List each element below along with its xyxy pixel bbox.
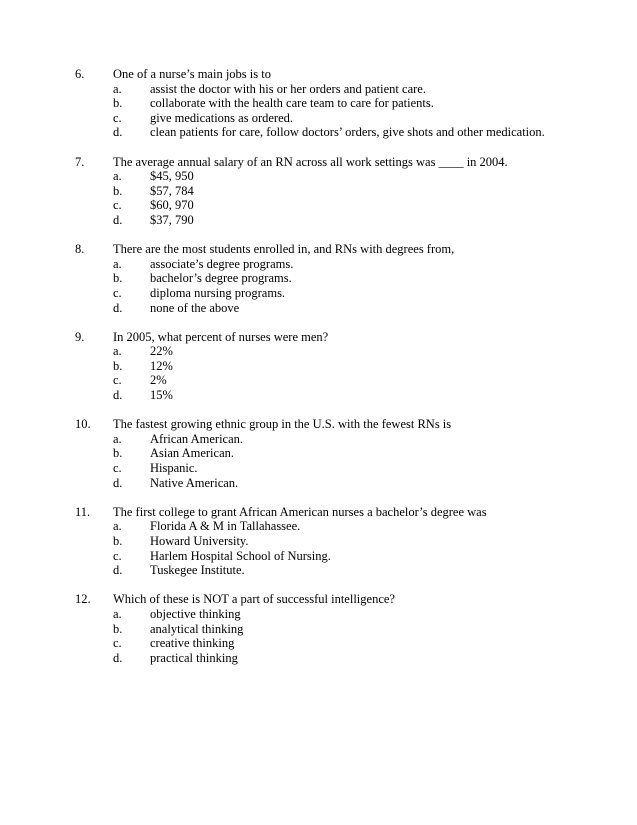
option-text: Tuskegee Institute. [150, 563, 245, 578]
option-text: Howard University. [150, 534, 249, 548]
question-line [75, 505, 592, 520]
question-text: One of a nurse’s main jobs is to [113, 67, 271, 81]
question-number: 8. [75, 242, 85, 257]
option-letter: c. [113, 548, 122, 563]
option-text: analytical thinking [150, 621, 244, 636]
option-letter: d. [113, 388, 123, 403]
option-letter: c. [113, 461, 122, 476]
answer-option [75, 169, 592, 184]
answer-option [75, 344, 592, 359]
option-text: $37, 790 [150, 212, 194, 227]
option-text: African American. [150, 431, 244, 446]
question-block [75, 330, 592, 403]
option-text: creative thinking [150, 636, 235, 651]
option-letter: d. [113, 212, 123, 227]
question-line [75, 67, 592, 82]
option-text: Florida A & M in Tallahassee. [150, 519, 301, 534]
option-letter: b. [113, 183, 123, 198]
option-letter: c. [113, 198, 122, 213]
option-letter: c. [113, 285, 122, 300]
question-block [75, 242, 592, 315]
answer-option [75, 257, 592, 272]
option-letter: c. [113, 636, 122, 651]
question-text: In 2005, what percent of nurses were men? [113, 329, 329, 344]
option-letter: b. [113, 96, 123, 111]
option-letter: a. [113, 81, 122, 96]
question-line [75, 417, 592, 432]
option-text: associate’s degree programs. [150, 256, 294, 271]
question-line [75, 242, 592, 257]
answer-option [75, 461, 592, 476]
option-letter: c. [113, 110, 122, 125]
question-number: 11. [75, 504, 91, 519]
answer-option [75, 432, 592, 447]
answer-option [75, 651, 592, 666]
answer-option [75, 96, 592, 111]
option-letter: a. [113, 431, 122, 446]
option-text: give medications as ordered. [150, 110, 294, 125]
option-text: clean patients for care, follow doctors’ orders, give shots and other medication. [150, 125, 545, 140]
option-text: 22% [150, 344, 173, 359]
question-text: The fastest growing ethnic group in the U.S. with the fewest RNs is [113, 417, 452, 432]
answer-option [75, 198, 592, 213]
question-number: 9. [75, 329, 85, 344]
option-letter: a. [113, 169, 122, 184]
answer-option [75, 446, 592, 461]
question-block [75, 67, 592, 140]
answer-option [75, 111, 592, 126]
question-text: The average annual salary of an RN across all work settings was ____ in 2004. [113, 154, 508, 169]
answer-option [75, 373, 592, 388]
answer-option [75, 388, 592, 403]
answer-option [75, 125, 592, 140]
question-block [75, 505, 592, 578]
question-block [75, 155, 592, 228]
question-line [75, 155, 592, 170]
answer-option [75, 563, 592, 578]
option-text: $45, 950 [150, 169, 194, 184]
option-text: 12% [150, 358, 173, 373]
question-number: 7. [75, 154, 85, 169]
answer-option [75, 534, 592, 549]
option-letter: a. [113, 256, 122, 271]
question-list [75, 67, 592, 665]
option-text: Native American. [150, 475, 239, 490]
answer-option [75, 184, 592, 199]
option-text: none of the above [150, 300, 240, 315]
option-letter: c. [113, 373, 122, 388]
question-number: 6. [75, 67, 85, 81]
option-letter: d. [113, 125, 123, 140]
option-letter: b. [113, 446, 123, 461]
option-text: $60, 970 [150, 198, 194, 213]
answer-option [75, 607, 592, 622]
option-letter: d. [113, 475, 123, 490]
option-letter: a. [113, 519, 122, 534]
question-text: The first college to grant African American nurses a bachelor’s degree was [113, 504, 487, 519]
option-letter: a. [113, 344, 122, 359]
answer-option [75, 622, 592, 637]
option-letter: d. [113, 650, 123, 665]
answer-option [75, 286, 592, 301]
answer-option [75, 301, 592, 316]
question-text: Which of these is NOT a part of successful intelligence? [113, 592, 395, 607]
question-block [75, 417, 592, 490]
option-letter: a. [113, 606, 122, 621]
option-text: assist the doctor with his or her orders and patient care. [150, 81, 426, 96]
question-number: 12. [75, 592, 91, 607]
answer-option [75, 213, 592, 228]
option-letter: d. [113, 563, 123, 578]
option-text: practical thinking [150, 650, 238, 665]
question-text: There are the most students enrolled in, and RNs with degrees from, [113, 242, 455, 257]
answer-option [75, 82, 592, 97]
option-text: Hispanic. [150, 461, 198, 476]
option-text: collaborate with the health care team to care for patients. [150, 96, 434, 111]
option-text: Asian American. [150, 446, 235, 461]
question-number: 10. [75, 417, 91, 432]
answer-option [75, 271, 592, 286]
answer-option [75, 519, 592, 534]
question-block [75, 592, 592, 665]
option-text: Harlem Hospital School of Nursing. [150, 548, 331, 563]
option-letter: d. [113, 300, 123, 315]
option-text: 15% [150, 388, 173, 403]
option-letter: b. [113, 358, 123, 373]
option-letter: b. [113, 621, 123, 636]
option-text: 2% [150, 373, 167, 388]
option-letter: b. [113, 534, 123, 548]
answer-option [75, 359, 592, 374]
option-letter: b. [113, 271, 123, 286]
option-text: diploma nursing programs. [150, 285, 286, 300]
question-line [75, 592, 592, 607]
answer-option [75, 476, 592, 491]
option-text: objective thinking [150, 606, 241, 621]
answer-option [75, 636, 592, 651]
option-text: bachelor’s degree programs. [150, 271, 292, 286]
question-line [75, 330, 592, 345]
answer-option [75, 549, 592, 564]
option-text: $57, 784 [150, 183, 194, 198]
